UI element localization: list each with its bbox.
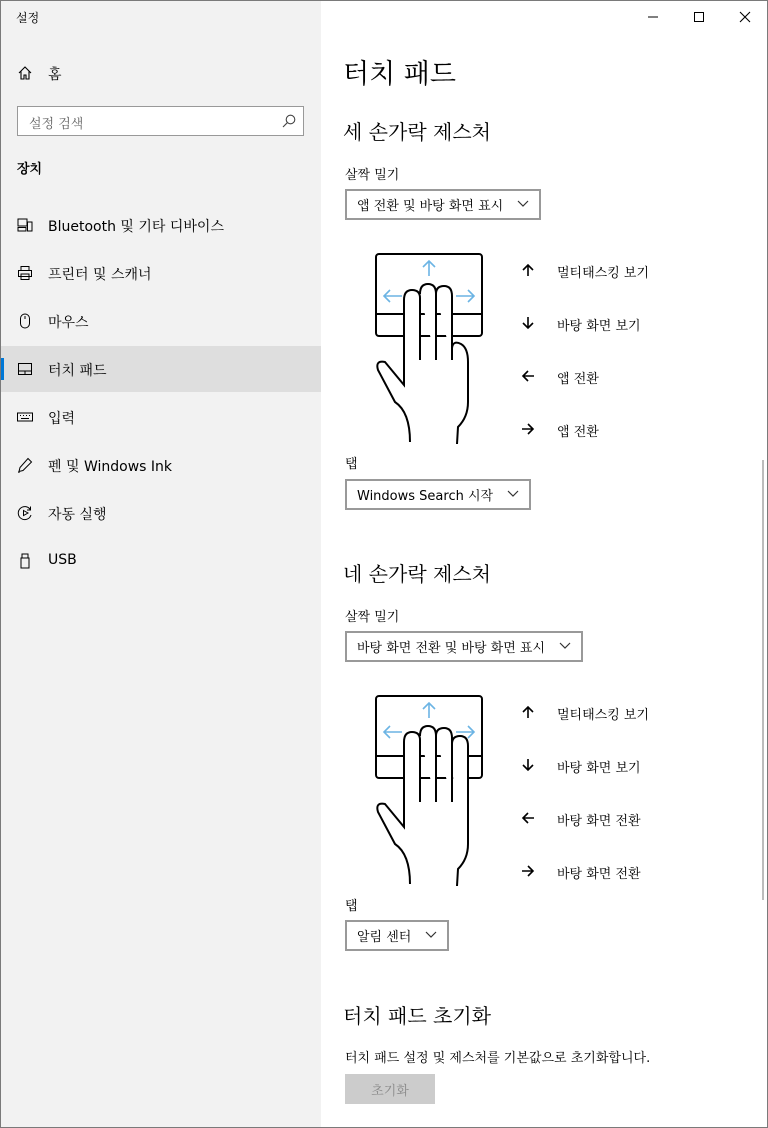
three-finger-heading: 세 손가락 제스처 [343, 120, 491, 144]
scrollbar[interactable] [762, 460, 764, 900]
dropdown-value: Windows Search 시작 [357, 489, 494, 504]
usb-icon [17, 553, 33, 569]
minimize-button[interactable] [630, 0, 676, 33]
home-icon [17, 65, 33, 81]
app-title: 설정 [16, 11, 40, 25]
printer-icon [17, 265, 33, 281]
sidebar-item-label: 터치 패드 [48, 363, 107, 379]
four-finger-swipe-label: 살짝 밀기 [345, 610, 400, 625]
gesture-action: 앱 전환 [557, 425, 599, 440]
sidebar-item-label: 마우스 [48, 315, 89, 331]
arrow-down-icon [520, 315, 536, 331]
sidebar-item-typing[interactable] [0, 394, 321, 440]
reset-heading: 터치 패드 초기화 [343, 1004, 491, 1028]
gesture-action: 멀티태스킹 보기 [557, 266, 650, 281]
keyboard-icon [17, 409, 33, 425]
reset-description: 터치 패드 설정 및 제스처를 기본값으로 초기화합니다. [345, 1051, 651, 1066]
close-icon [739, 11, 751, 23]
arrow-right-icon [520, 863, 536, 879]
sidebar-item-label: 프린터 및 스캐너 [48, 267, 152, 283]
four-finger-heading: 네 손가락 제스처 [343, 562, 491, 586]
dropdown-value: 알림 센터 [357, 930, 412, 945]
sidebar [0, 0, 321, 1128]
sidebar-item-label: Bluetooth 및 기타 디바이스 [48, 219, 224, 235]
three-finger-gesture-illustration-icon [373, 252, 485, 444]
touchpad-icon [17, 361, 33, 377]
four-finger-tap-label: 탭 [345, 899, 358, 914]
sidebar-item-label: 홈 [48, 67, 62, 83]
four-finger-gesture-illustration-icon [373, 694, 485, 886]
sidebar-item-touchpad[interactable] [0, 346, 321, 392]
sidebar-item-usb[interactable] [0, 538, 321, 584]
section-label-devices: 장치 [17, 162, 43, 177]
arrow-up-icon [520, 262, 536, 278]
three-finger-swipe-label: 살짝 밀기 [345, 168, 400, 183]
three-finger-swipe-dropdown[interactable] [345, 189, 541, 220]
chevron-down-icon [507, 490, 519, 498]
gesture-action: 바탕 화면 보기 [557, 761, 641, 776]
sidebar-item-label: 입력 [48, 411, 76, 427]
gesture-action: 바탕 화면 전환 [557, 814, 641, 829]
arrow-up-icon [520, 704, 536, 720]
three-finger-tap-dropdown[interactable] [345, 479, 531, 510]
chevron-down-icon [425, 931, 437, 939]
arrow-left-icon [520, 368, 536, 384]
search-input[interactable] [17, 106, 304, 136]
gesture-action: 멀티태스킹 보기 [557, 708, 650, 723]
maximize-icon [693, 11, 705, 23]
arrow-down-icon [520, 757, 536, 773]
sidebar-item-printers[interactable] [0, 250, 321, 296]
search-icon[interactable] [282, 114, 296, 128]
sidebar-item-autoplay[interactable] [0, 490, 321, 536]
mouse-icon [17, 313, 33, 329]
sidebar-item-label: 자동 실행 [48, 507, 107, 523]
minimize-icon [647, 11, 659, 23]
search-placeholder: 설정 검색 [29, 117, 84, 132]
dropdown-value: 앱 전환 및 바탕 화면 표시 [357, 199, 504, 214]
sidebar-item-label: USB [48, 552, 77, 568]
gesture-action: 바탕 화면 전환 [557, 867, 641, 882]
sidebar-item-bluetooth[interactable] [0, 202, 321, 248]
dropdown-value: 바탕 화면 전환 및 바탕 화면 표시 [357, 641, 546, 656]
autoplay-icon [17, 505, 33, 521]
sidebar-item-mouse[interactable] [0, 298, 321, 344]
reset-button[interactable]: 초기화 [345, 1074, 435, 1104]
sidebar-item-home[interactable] [0, 57, 321, 89]
close-button[interactable] [722, 0, 768, 33]
arrow-left-icon [520, 810, 536, 826]
pen-icon [17, 457, 33, 473]
sidebar-item-label: 펜 및 Windows Ink [48, 459, 173, 475]
arrow-right-icon [520, 421, 536, 437]
sidebar-item-pen[interactable] [0, 442, 321, 488]
page-title: 터치 패드 [343, 59, 456, 90]
four-finger-tap-dropdown[interactable] [345, 920, 449, 951]
bluetooth-devices-icon [17, 217, 33, 233]
gesture-action: 바탕 화면 보기 [557, 319, 641, 334]
chevron-down-icon [559, 642, 571, 650]
four-finger-swipe-dropdown[interactable] [345, 631, 583, 662]
maximize-button[interactable] [676, 0, 722, 33]
chevron-down-icon [517, 200, 529, 208]
gesture-action: 앱 전환 [557, 372, 599, 387]
three-finger-tap-label: 탭 [345, 457, 358, 472]
